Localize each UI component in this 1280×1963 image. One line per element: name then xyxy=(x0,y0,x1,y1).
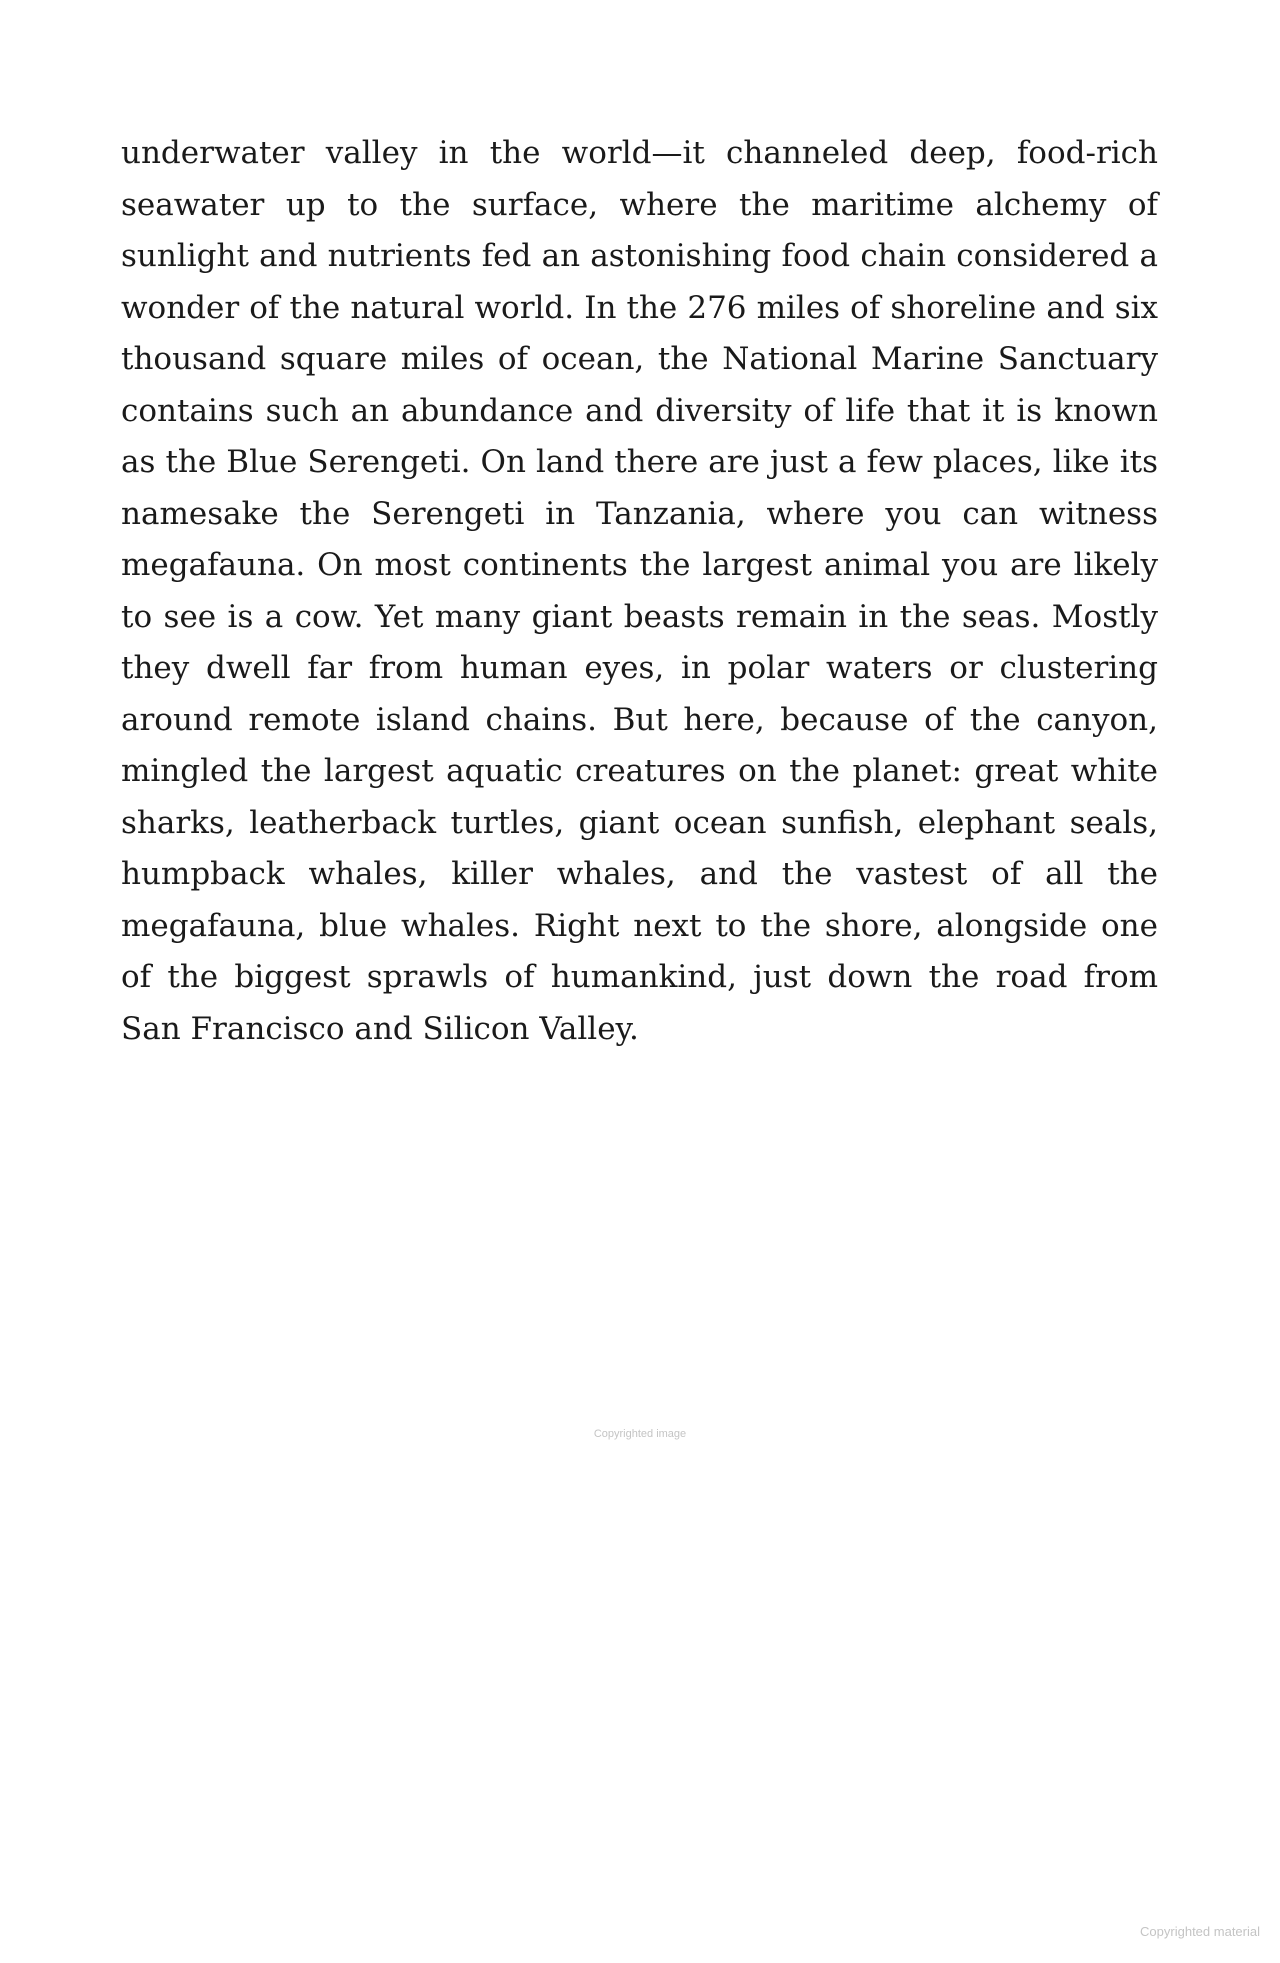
copyright-notice: Copyrighted material xyxy=(1140,1924,1260,1939)
body-paragraph: underwater valley in the world—it channeled deep, food-rich seawater up to the surface, where the maritime alchemy of sunlight and nutrients fed an astonishing food chain considered a wonder of the natural world. In the 276 miles of shoreline and six thousand square miles of ocean, the National Marine Sanctuary contains such an abundance and diversity of life that it is known as the Blue Serengeti. On land there are just a few places, like its namesake the Serengeti in Tanzania, where you can witness megafauna. On most continents the largest animal you are likely to see is a cow. Yet many giant beasts remain in the seas. Mostly they dwell far from human eyes, in polar waters or clustering around remote island chains. But here, because of the canyon, mingled the largest aquatic creatures on the planet: great white sharks, leatherback turtles, giant ocean sunfish, elephant seals, humpback whales, killer whales, and the vastest of all the megafauna, blue whales. Right next to the shore, alongside one of the biggest sprawls of humankind, just down the road from San Francisco and Silicon Valley. xyxy=(121,135,1158,1047)
copyrighted-image-placeholder: Copyrighted image xyxy=(593,1428,687,1440)
